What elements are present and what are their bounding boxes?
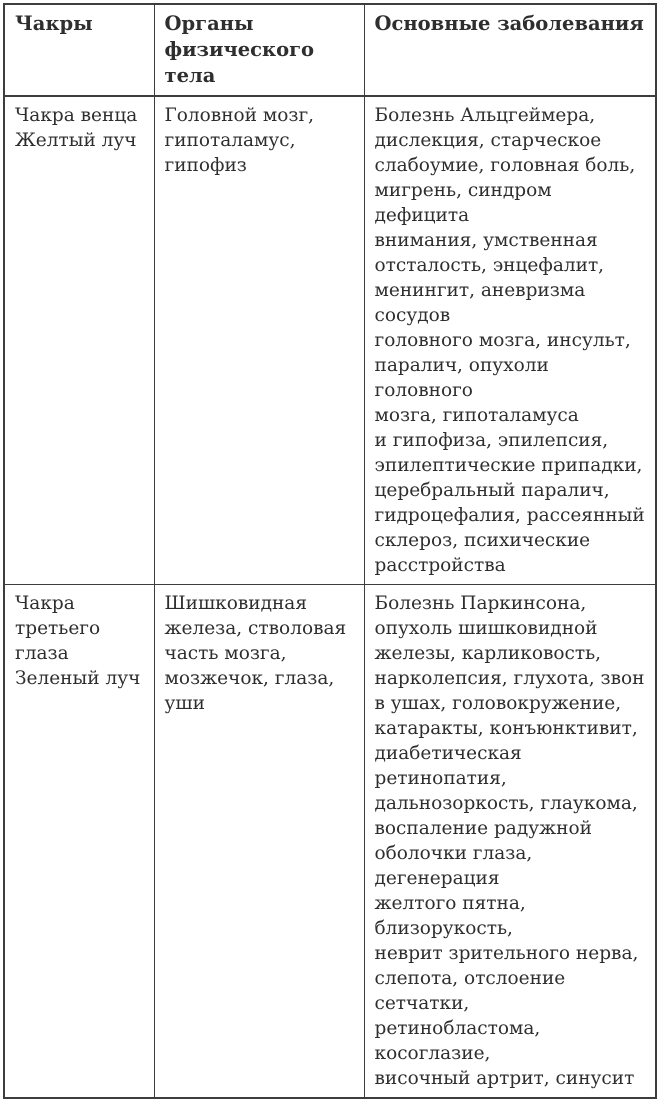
text-line: менингит, аневризма сосудов xyxy=(374,280,586,326)
text-line: мозжечок, глаза, xyxy=(164,668,335,689)
text-line: катаракты, конъюнктивит, xyxy=(374,718,638,739)
text-line: воспаление радужной xyxy=(374,818,592,839)
column-header-organs xyxy=(154,4,364,96)
text-line: Шишковидная xyxy=(164,593,308,614)
text-line: дислекция, старческое xyxy=(374,130,602,151)
text-line: мозга, гипоталамуса xyxy=(374,405,579,426)
text-line: церебральный паралич, xyxy=(374,480,610,501)
organs-cell xyxy=(154,96,364,585)
header-row xyxy=(4,4,656,96)
chakra-cell xyxy=(4,585,154,1099)
text-line: Болезнь Альцгеймера, xyxy=(374,105,596,126)
text-line: гидроцефалия, рассеянный xyxy=(374,505,645,526)
text-line: височный артрит, синусит xyxy=(374,1068,635,1089)
text-line: Головной мозг, xyxy=(164,105,315,126)
text-line: железа, стволовая xyxy=(164,618,347,639)
text-line: часть мозга, xyxy=(164,643,287,664)
column-header-chakras xyxy=(4,4,154,96)
text-line: в ушах, головокружение, xyxy=(374,693,622,714)
column-header-diseases xyxy=(364,4,656,96)
text-line: Чакра венца xyxy=(15,105,138,126)
diseases-cell xyxy=(364,585,656,1099)
text-line: паралич, опухоли головного xyxy=(374,355,549,401)
text-line: Чакра xyxy=(15,593,75,614)
text-line: расстройства xyxy=(374,555,506,576)
text-line: уши xyxy=(164,693,205,714)
text-line: Чакры xyxy=(15,12,93,35)
text-line: Органы xyxy=(164,12,254,35)
text-line: железы, карликовость, xyxy=(374,643,602,664)
chakra-diseases-table xyxy=(3,3,657,1099)
text-line: ретинобластома, косоглазие, xyxy=(374,1018,541,1064)
text-line: Желтый луч xyxy=(15,130,137,151)
chakra-cell xyxy=(4,96,154,585)
text-line: Основные заболевания xyxy=(374,12,644,35)
text-line: гипофиз xyxy=(164,155,247,176)
text-line: слепота, отслоение сетчатки, xyxy=(374,968,566,1014)
text-line: внимания, умственная xyxy=(374,230,598,251)
text-line: нарколепсия, глухота, звон xyxy=(374,668,645,689)
text-line: оболочки глаза, дегенерация xyxy=(374,843,533,889)
text-line: неврит зрительного нерва, xyxy=(374,943,639,964)
text-line: третьего глаза xyxy=(15,618,101,664)
organs-cell xyxy=(154,585,364,1099)
text-line: мигрень, синдром дефицита xyxy=(374,180,552,226)
text-line: желтого пятна, близорукость, xyxy=(374,893,526,939)
text-line: Болезнь Паркинсона, xyxy=(374,593,587,614)
text-line: Зеленый луч xyxy=(15,668,141,689)
text-line: дальнозоркость, глаукома, xyxy=(374,793,638,814)
text-line: гипоталамус, xyxy=(164,130,296,151)
text-line: слабоумие, головная боль, xyxy=(374,155,636,176)
text-line: эпилептические припадки, xyxy=(374,455,643,476)
text-line: склероз, психические xyxy=(374,530,591,551)
table-row-crown-chakra xyxy=(4,96,656,585)
text-line: головного мозга, инсульт, xyxy=(374,330,631,351)
text-line: физического тела xyxy=(164,38,315,87)
text-line: отсталость, энцефалит, xyxy=(374,255,605,276)
text-line: диабетическая ретинопатия, xyxy=(374,743,522,789)
text-line: опухоль шишковидной xyxy=(374,618,598,639)
text-line: и гипофиза, эпилепсия, xyxy=(374,430,609,451)
diseases-cell xyxy=(364,96,656,585)
table-row-third-eye-chakra xyxy=(4,585,656,1099)
